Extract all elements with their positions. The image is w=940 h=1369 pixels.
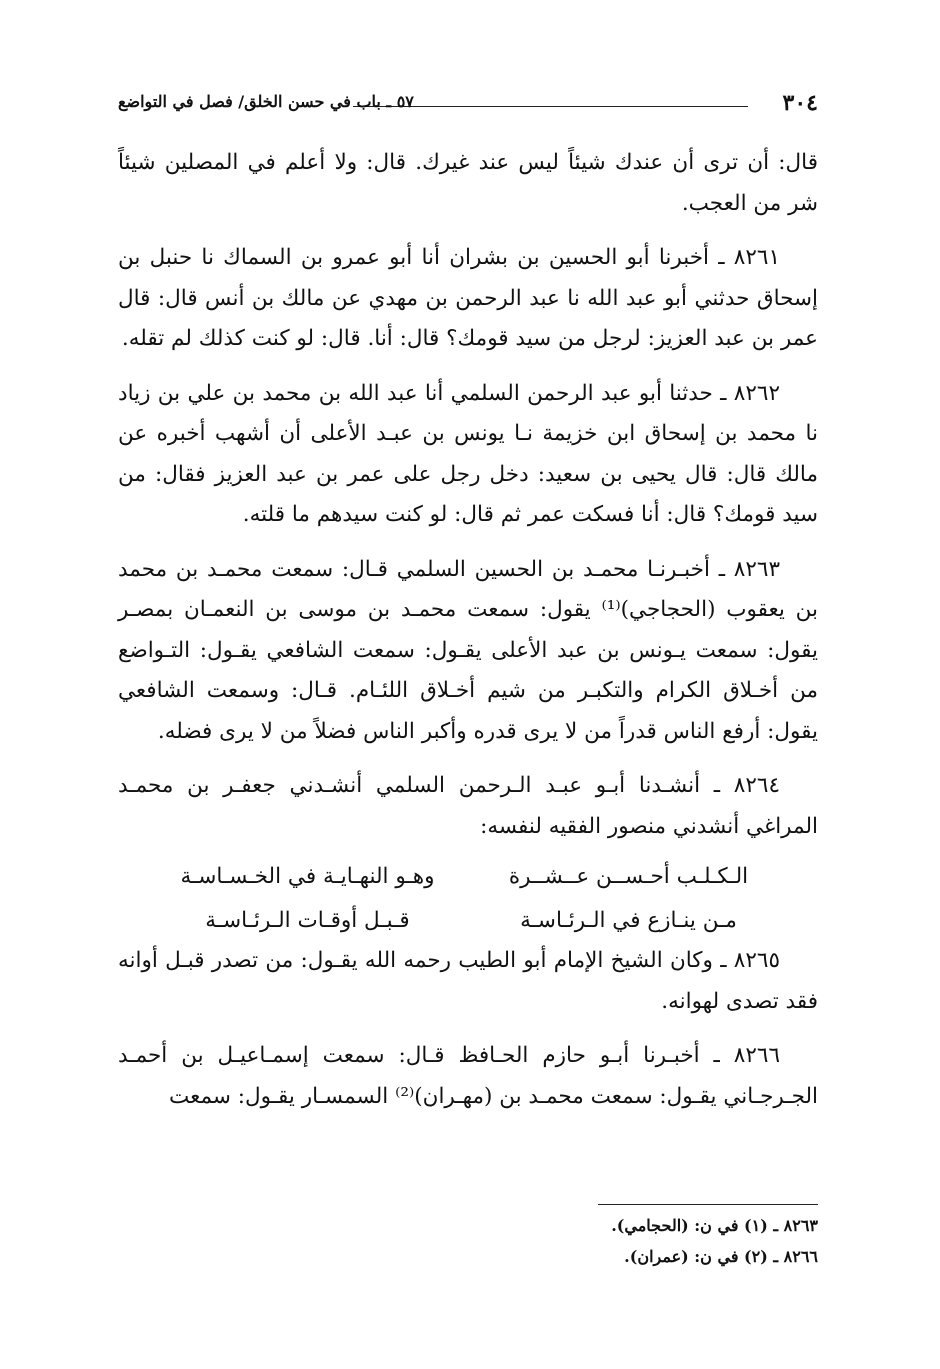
footnote-1: ٨٢٦٣ ـ (١) في ن: (الحجامي). — [611, 1216, 818, 1235]
footnotes — [118, 1210, 818, 1272]
verse-second-hemistich: وهـو النهـايـة في الخـسـاسـة — [180, 864, 435, 889]
footnote-2: ٨٢٦٦ ـ (٢) في ن: (عمران). — [624, 1247, 818, 1266]
page-number: ٣٠٤ — [782, 90, 818, 116]
running-header — [118, 90, 818, 124]
paragraph-8261: ٨٢٦١ ـ أخبرنا أبو الحسين بن بشران أنا أبو عمرو بن السماك نا حنبل بن إسحاق حدثني أبو عبد الله نا عبد الرحمن بن مهدي عن مالك بن أنس قال: قال عمر بن عبد العزيز: لرجل من سيد قومك؟ قال: أنا. قال: لو كنت كذلك لم تقله. — [118, 245, 818, 351]
chapter-title: ٥٧ ـ باب في حسن الخلق/ فصل في التواضع — [118, 92, 414, 111]
main-text — [118, 143, 818, 1131]
verse-first-hemistich: مـن ينـازع في الـرئـاسـة — [520, 908, 737, 933]
paragraph-8266: ٨٢٦٦ ـ أخبـرنا أبـو حازم الحـافظ قـال: سمعت إسمـاعيـل بن أحمـد الجـرجـاني يقـول: سمعت محمـد بن (مهـران)⁽²⁾ السمسـار يقـول: سمعت — [118, 1043, 818, 1109]
poem — [118, 857, 818, 941]
poem-verse — [118, 857, 818, 897]
paragraph-continuation: قال: أن ترى أن عندك شيئاً ليس عند غيرك. قال: ولا أعلم في المصلين شيئاً شر من العجب. — [118, 150, 818, 216]
paragraph-8262: ٨٢٦٢ ـ حدثنا أبو عبد الرحمن السلمي أنا عبد الله بن محمد بن علي بن زياد نا محمد بن إسحاق ابن خزيمة نـا يونس بن عبـد الأعلى أن أشهب أخبره عن مالك قال: قال يحيى بن سعيد: دخل رجل على عمر بن عبد العزيز فقال: من سيد قومك؟ قال: أنا فسكت عمر ثم قال: لو كنت سيدهم ما قلته. — [118, 380, 818, 527]
paragraph-8264: ٨٢٦٤ ـ أنشـدنا أبـو عبـد الـرحمن السلمي أنشـدني جعفـر بن محمـد المراغي أنشدني منصور الفقيه لنفسه: — [118, 773, 818, 839]
verse-second-hemistich: قـبـل أوقـات الـرئـاسـة — [205, 908, 410, 933]
poem-verse — [118, 901, 818, 941]
paragraph-8263: ٨٢٦٣ ـ أخبـرنـا محمـد بن الحسين السلمي قـال: سمعت محمـد بن محمد بن يعقوب (الحجاجي)⁽¹⁾ يقول: سمعت محمـد بن موسى بن النعمـان بمصـر يقول: سمعت يـونس بن عبد الأعلى يقـول: سمعت الشافعي يقـول: التـواضع من أخـلاق الكرام والتكبـر من شيم أخـلاق اللئـام. قـال: وسمعت الشافعي يقول: أرفع الناس قدراً من لا يرى قدره وأكبر الناس فضلاً من لا يرى فضله. — [118, 556, 818, 744]
paragraph-8265: ٨٢٦٥ ـ وكان الشيخ الإمام أبو الطيب رحمه الله يقـول: من تصدر قبـل أوانه فقد تصدى لهوانه. — [118, 948, 818, 1014]
verse-first-hemistich: الـكـلـب أحـســن عــشــرة — [508, 864, 749, 889]
footnote-rule — [598, 1204, 818, 1205]
